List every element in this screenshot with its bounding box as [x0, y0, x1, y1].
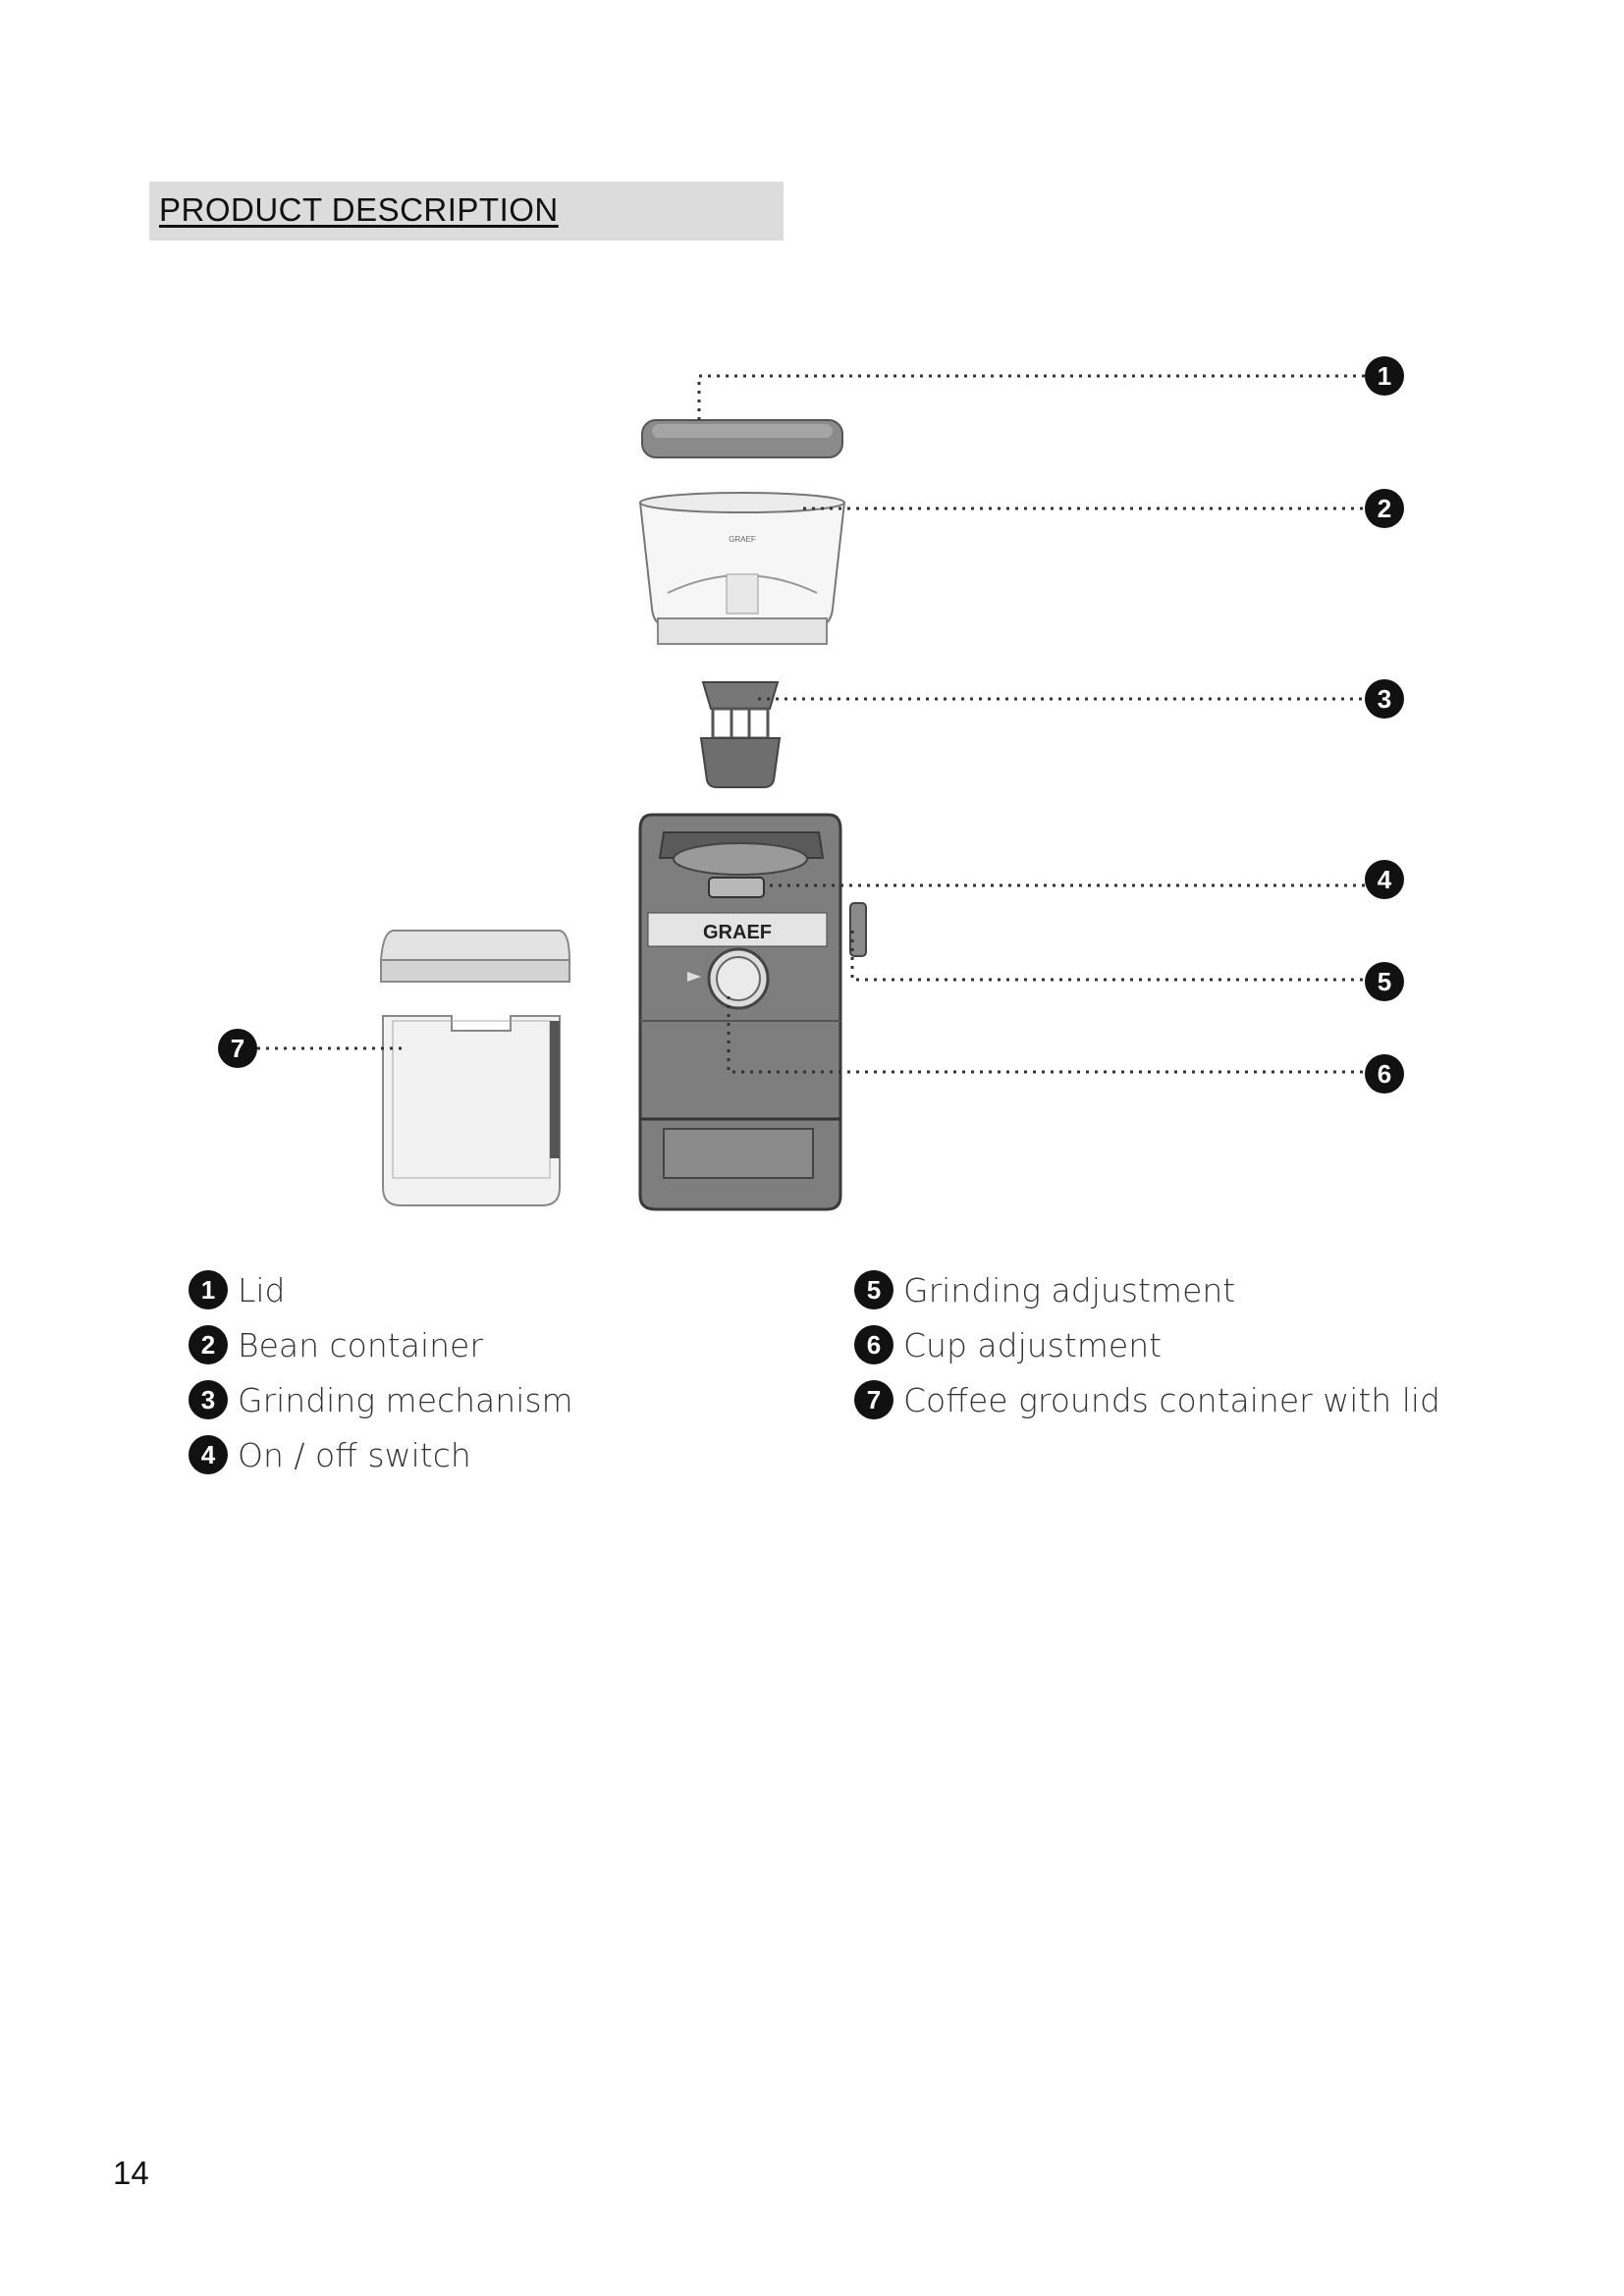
- legend-item-lid: [189, 1262, 573, 1317]
- svg-text:3: 3: [1377, 684, 1392, 714]
- svg-text:7: 7: [230, 1034, 245, 1063]
- callout-badge-5: [1365, 962, 1404, 1001]
- bean-container-part: [640, 493, 844, 644]
- legend-right: [854, 1262, 1440, 1427]
- callout-badge-2: [1365, 489, 1404, 528]
- legend-label: Grinding mechanism: [238, 1380, 573, 1419]
- number-badge: 1: [189, 1270, 228, 1309]
- legend-item-grounds-container: [854, 1372, 1440, 1427]
- page-number: 14: [113, 2155, 149, 2191]
- svg-text:1: 1: [1377, 361, 1392, 391]
- grinder-body: [640, 815, 866, 1209]
- number-badge: 3: [189, 1380, 228, 1419]
- legend-item-grinding-adjustment: [854, 1262, 1440, 1317]
- callout-line-1: [699, 376, 1365, 420]
- legend-item-bean-container: [189, 1317, 573, 1372]
- callout-badge-4: [1365, 860, 1404, 899]
- number-badge: 7: [854, 1380, 893, 1419]
- callout-line-5: [852, 931, 1365, 980]
- legend-label: Bean container: [238, 1325, 483, 1364]
- grounds-container-part: [381, 931, 569, 1205]
- callout-badge-7: [218, 1029, 257, 1068]
- svg-text:4: 4: [1377, 865, 1392, 894]
- legend-label: Coffee grounds container with lid: [903, 1380, 1440, 1419]
- legend-label: On / off switch: [238, 1435, 471, 1474]
- lid-part: [642, 420, 842, 457]
- callout-badge-6: [1365, 1054, 1404, 1094]
- cup-adjustment-knob: [709, 949, 768, 1008]
- svg-text:6: 6: [1377, 1059, 1392, 1089]
- container-mark: GRAEF: [729, 535, 756, 544]
- legend-label: Lid: [238, 1270, 286, 1309]
- legend-left: [189, 1262, 573, 1482]
- callout-badge-1: [1365, 356, 1404, 396]
- legend-item-on-off-switch: [189, 1427, 573, 1482]
- section-title: PRODUCT DESCRIPTION: [159, 191, 559, 228]
- legend-label: Cup adjustment: [903, 1325, 1163, 1364]
- legend-item-grinding-mechanism: [189, 1372, 573, 1427]
- number-badge: 4: [189, 1435, 228, 1474]
- svg-text:5: 5: [1377, 967, 1392, 996]
- brand-label: GRAEF: [703, 922, 772, 943]
- number-badge: 5: [854, 1270, 893, 1309]
- callout-badge-3: [1365, 679, 1404, 719]
- legend-item-cup-adjustment: [854, 1317, 1440, 1372]
- svg-text:2: 2: [1377, 494, 1392, 523]
- number-badge: 2: [189, 1325, 228, 1364]
- legend-label: Grinding adjustment: [903, 1270, 1236, 1309]
- number-badge: 6: [854, 1325, 893, 1364]
